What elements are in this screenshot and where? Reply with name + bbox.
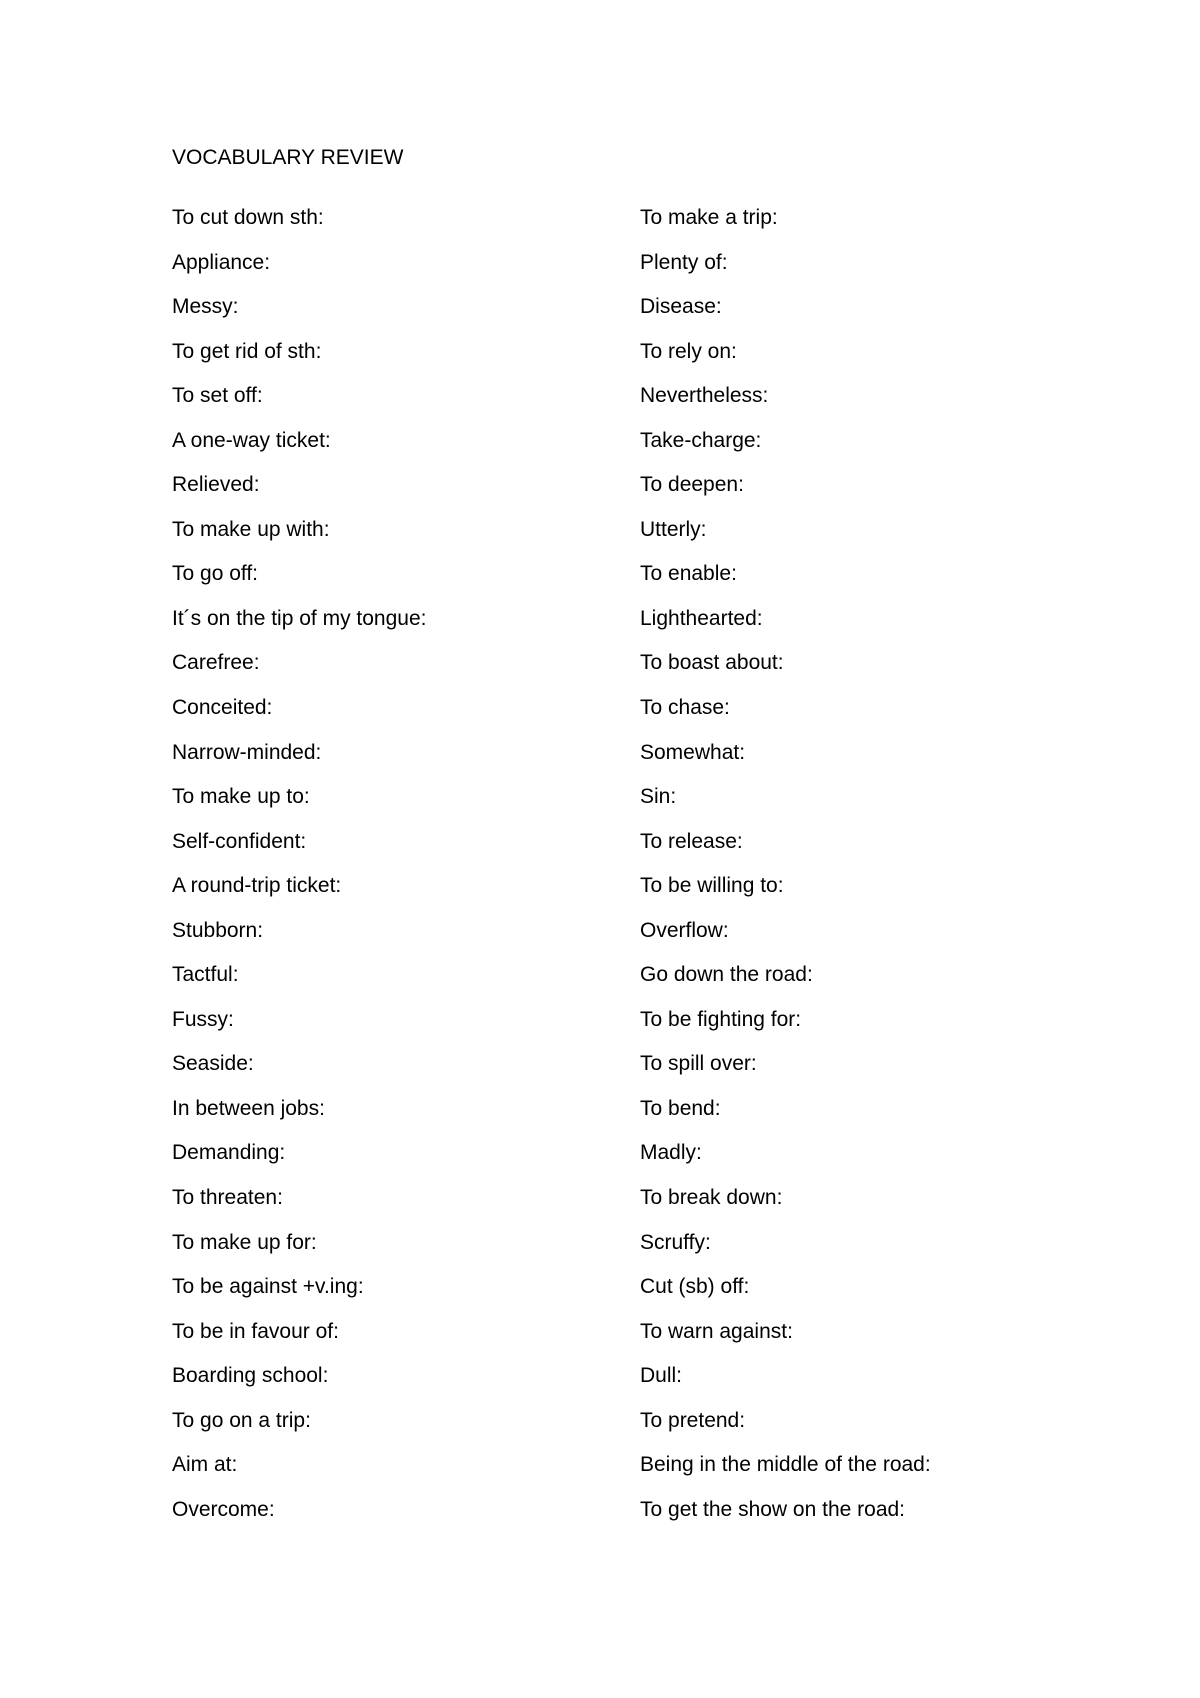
vocabulary-item: Overcome: xyxy=(172,1497,275,1521)
vocabulary-item: To get the show on the road: xyxy=(640,1497,906,1521)
vocabulary-item: Cut (sb) off: xyxy=(640,1275,750,1299)
vocabulary-item: Carefree: xyxy=(172,651,260,675)
vocabulary-item: Overflow: xyxy=(640,918,729,942)
vocabulary-item: A one-way ticket: xyxy=(172,428,331,452)
vocabulary-item: Self-confident: xyxy=(172,829,307,853)
vocabulary-item: Being in the middle of the road: xyxy=(640,1453,931,1477)
vocabulary-item: To make a trip: xyxy=(640,206,778,229)
vocabulary-item: It´s on the tip of my tongue: xyxy=(172,606,427,630)
vocabulary-item: To enable: xyxy=(640,562,737,586)
vocabulary-item: Lighthearted: xyxy=(640,606,763,630)
vocabulary-item: Narrow-minded: xyxy=(172,740,322,764)
vocabulary-item: Demanding: xyxy=(172,1141,286,1165)
vocabulary-list-left xyxy=(172,205,612,1541)
vocabulary-item: Dull: xyxy=(640,1364,683,1388)
vocabulary-item: To set off: xyxy=(172,384,263,408)
vocabulary-item: To get rid of sth: xyxy=(172,339,322,363)
vocabulary-item: Stubborn: xyxy=(172,918,264,942)
vocabulary-item: To be fighting for: xyxy=(640,1007,802,1031)
vocabulary-item: Go down the road: xyxy=(640,963,813,987)
vocabulary-item: Conceited: xyxy=(172,696,273,720)
document-title: VOCABULARY REVIEW xyxy=(172,146,404,169)
vocabulary-item: To deepen: xyxy=(640,473,744,497)
vocabulary-item: Boarding school: xyxy=(172,1364,329,1388)
vocabulary-item: To warn against: xyxy=(640,1319,793,1343)
vocabulary-list-right xyxy=(640,205,1140,1541)
vocabulary-item: To pretend: xyxy=(640,1408,746,1432)
vocabulary-item: To make up to: xyxy=(172,785,310,809)
vocabulary-item: To be willing to: xyxy=(640,874,784,898)
vocabulary-item: To go on a trip: xyxy=(172,1408,311,1432)
vocabulary-item: To release: xyxy=(640,829,743,853)
vocabulary-item: Relieved: xyxy=(172,473,260,497)
vocabulary-item: To spill over: xyxy=(640,1052,757,1076)
vocabulary-item: To be in favour of: xyxy=(172,1319,339,1343)
vocabulary-item: Somewhat: xyxy=(640,740,746,764)
vocabulary-item: To cut down sth: xyxy=(172,206,324,229)
vocabulary-item: Seaside: xyxy=(172,1052,254,1076)
vocabulary-item: Plenty of: xyxy=(640,250,728,274)
vocabulary-item: To be against +v.ing: xyxy=(172,1275,364,1299)
vocabulary-item: To boast about: xyxy=(640,651,784,675)
vocabulary-item: To go off: xyxy=(172,562,259,586)
vocabulary-item: To bend: xyxy=(640,1096,721,1120)
vocabulary-item: In between jobs: xyxy=(172,1096,325,1120)
vocabulary-item: Messy: xyxy=(172,295,239,319)
vocabulary-item: Tactful: xyxy=(172,963,239,987)
vocabulary-item: To chase: xyxy=(640,696,730,720)
vocabulary-item: Scruffy: xyxy=(640,1230,711,1254)
vocabulary-item: Nevertheless: xyxy=(640,384,769,408)
vocabulary-item: To make up for: xyxy=(172,1230,317,1254)
vocabulary-item: A round-trip ticket: xyxy=(172,874,342,898)
vocabulary-item: Madly: xyxy=(640,1141,702,1165)
vocabulary-item: Aim at: xyxy=(172,1453,238,1477)
vocabulary-item: To make up with: xyxy=(172,517,330,541)
vocabulary-item: Sin: xyxy=(640,785,677,809)
vocabulary-item: To break down: xyxy=(640,1186,783,1210)
vocabulary-item: Disease: xyxy=(640,295,722,319)
vocabulary-item: Utterly: xyxy=(640,517,707,541)
vocabulary-item: Fussy: xyxy=(172,1007,234,1031)
vocabulary-item: Appliance: xyxy=(172,250,271,274)
vocabulary-item: Take-charge: xyxy=(640,428,762,452)
vocabulary-item: To threaten: xyxy=(172,1186,283,1210)
vocabulary-item: To rely on: xyxy=(640,339,737,363)
